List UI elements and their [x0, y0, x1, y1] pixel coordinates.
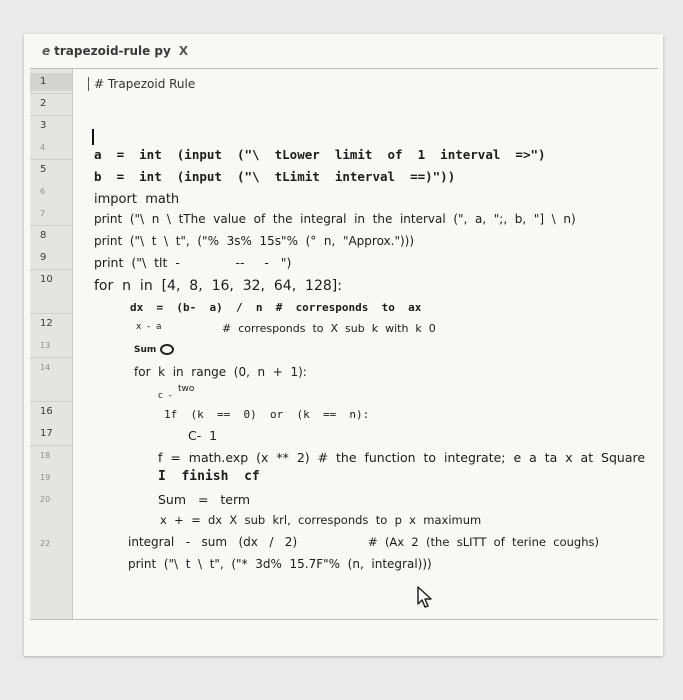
- gutter-divider: [30, 313, 72, 314]
- line-number: 22: [40, 539, 51, 548]
- blur-artifact: [160, 344, 174, 355]
- line-number: 7: [40, 209, 46, 218]
- mouse-pointer-icon: [416, 585, 434, 609]
- code-line: two: [178, 384, 195, 394]
- line-number: 3: [40, 120, 47, 131]
- code-line: [134, 344, 174, 355]
- code-line: C- 1: [188, 428, 218, 443]
- line-number: 5: [40, 164, 47, 175]
- indent-guide: [88, 77, 89, 91]
- line-number: [30, 513, 72, 531]
- gutter-divider: [30, 225, 72, 226]
- line-number: 13: [40, 341, 51, 350]
- line-number: 18: [40, 451, 51, 460]
- code-comment: # (Ax 2 (the sLITT of terine coughs): [368, 535, 599, 549]
- code-line: b = int (input ("\ tLimit interval ==)")): [94, 169, 456, 184]
- line-number: 14: [40, 363, 51, 372]
- line-number: 12: [40, 318, 53, 329]
- code-line: integral - sum (dx / 2): [128, 535, 298, 549]
- code-comment: # corresponds to X sub k with k 0: [222, 322, 436, 335]
- code-line: x - a: [136, 322, 162, 332]
- gutter-divider: [30, 269, 72, 270]
- code-line: print ("\ t \ t", ("% 3s% 15s"% (° n, "Approx."))): [94, 234, 415, 248]
- line-number: [30, 293, 72, 311]
- line-number: 19: [40, 473, 51, 482]
- code-line: f = math.exp (x ** 2) # the function to integrate; e a ta x at Square: [158, 450, 646, 465]
- file-tab-title: trapezoid-rule py: [54, 44, 171, 58]
- line-number: 17: [40, 428, 53, 439]
- line-number: 20: [40, 495, 51, 504]
- python-file-icon: e: [42, 44, 51, 58]
- code-line: x + = dx X sub krl, corresponds to p x maximum: [160, 513, 482, 527]
- line-number: 4: [40, 143, 46, 152]
- line-number: 9: [40, 252, 47, 263]
- line-number-gutter: [30, 69, 73, 619]
- line-number: 1: [30, 73, 72, 91]
- line-number: 6: [40, 187, 46, 196]
- gutter-divider: [30, 357, 72, 358]
- code-comment: # Trapezoid Rule: [94, 77, 196, 91]
- code-line: I finish cf: [158, 469, 260, 484]
- gutter-divider: [30, 93, 72, 94]
- code-line: 1f (k == 0) or (k == n):: [164, 408, 370, 421]
- code-line: dx = (b- a) / n # corresponds to ax: [130, 301, 422, 314]
- gutter-divider: [30, 115, 72, 116]
- code-line: c -: [158, 391, 172, 401]
- gutter-divider: [30, 445, 72, 446]
- code-line: print ("\ tlt - -- - "): [94, 255, 292, 270]
- line-number: 8: [40, 230, 47, 241]
- line-number: 10: [40, 274, 53, 285]
- code-line: print ("\ n \ tThe value of the integral in the interval (", a, ";, b, "] \ n): [94, 212, 576, 226]
- gutter-divider: [30, 401, 72, 402]
- file-tab[interactable]: [42, 40, 188, 62]
- text-cursor: [92, 129, 94, 145]
- code-line: Sum = term: [158, 492, 251, 507]
- gutter-divider: [30, 159, 72, 160]
- code-line: import math: [94, 192, 180, 207]
- code-line: for n in [4, 8, 16, 32, 64, 128]:: [94, 278, 342, 294]
- code-token: Sum: [134, 345, 157, 355]
- code-line: for k in range (0, n + 1):: [134, 365, 307, 379]
- code-editor[interactable]: [30, 68, 658, 620]
- code-line: a = int (input ("\ tLower limit of 1 interval =>"): [94, 147, 546, 162]
- line-number: 16: [40, 406, 53, 417]
- code-line: print ("\ t \ t", ("* 3d% 15.7F"% (n, integral))): [128, 557, 432, 571]
- editor-window: [24, 34, 663, 656]
- line-number: 2: [40, 98, 47, 109]
- line-number: [30, 381, 72, 399]
- close-tab-icon[interactable]: X: [178, 44, 189, 58]
